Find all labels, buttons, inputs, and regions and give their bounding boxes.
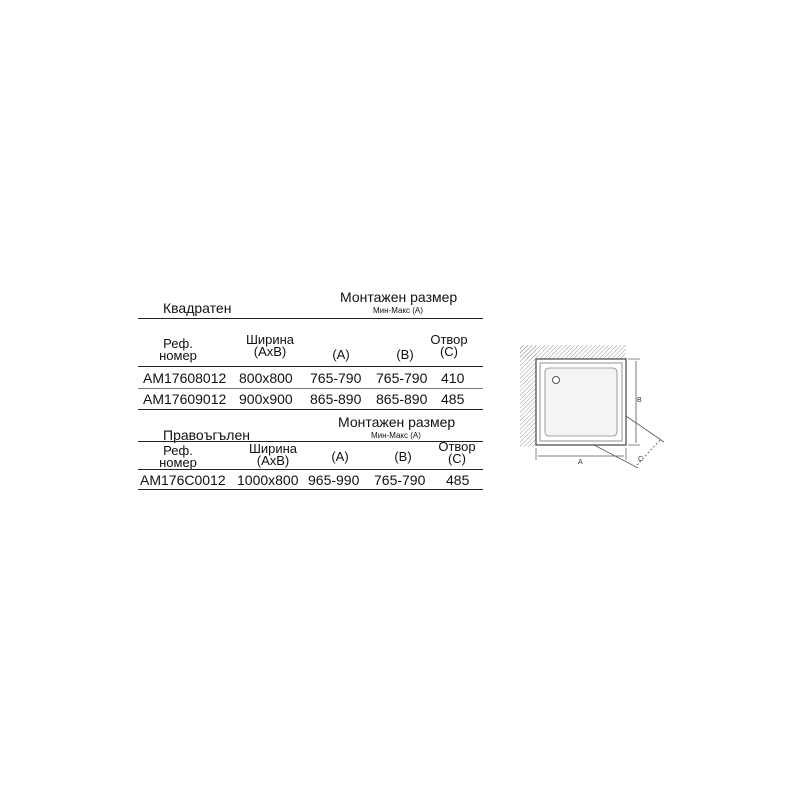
shower-tray-diagram <box>520 340 680 470</box>
table-row-square-2-b: 865-890 <box>376 391 428 407</box>
dim-a-label: A <box>578 459 583 466</box>
section-title-rect: Правоъгълен <box>163 427 250 443</box>
header-opening-rect <box>435 441 479 465</box>
table-row-square-1-b: 765-790 <box>376 370 428 386</box>
header-opening-line1: Отвор <box>430 332 468 347</box>
header-b-rect: (B) <box>394 449 412 464</box>
wall-hatch-top <box>520 345 626 359</box>
header-width-rect-line2: (AxB) <box>256 453 290 468</box>
section-title-square: Квадратен <box>163 300 232 316</box>
wall-hatch-left <box>520 345 536 447</box>
table-row-square-2-c: 485 <box>441 391 465 407</box>
header-a: (A) <box>332 347 350 362</box>
table-row-square-1-a: 765-790 <box>310 370 362 386</box>
minmax-label-rect: Мин-Макс (A) <box>371 431 421 440</box>
table-row-square-2-ref: AM17609012 <box>143 391 227 407</box>
header-width-rect-line1: Ширина <box>248 441 298 456</box>
dim-c-ext-top <box>626 416 664 442</box>
rect-header-rule <box>138 469 483 470</box>
header-opening-rect-line1: Отвор <box>438 439 476 454</box>
table-row-rect-1-c: 485 <box>446 472 470 488</box>
rect-top-rule <box>138 441 483 442</box>
header-b: (B) <box>396 347 414 362</box>
table-row-square-2-width: 900x900 <box>239 391 293 407</box>
header-opening-rect-line2: (C) <box>447 451 467 466</box>
header-a-rect: (A) <box>331 449 349 464</box>
square-row-rule <box>138 388 483 389</box>
header-width-rect <box>243 443 303 467</box>
table-row-rect-1-a: 965-990 <box>308 472 360 488</box>
dim-b-label: B <box>637 397 642 404</box>
table-row-square-1-c: 410 <box>441 370 465 386</box>
table-row-rect-1-width: 1000x800 <box>237 472 299 488</box>
header-width-line1: Ширина <box>245 332 295 347</box>
header-ref-line2: номер <box>159 348 197 363</box>
minmax-label-square: Мин-Макс (A) <box>373 306 423 315</box>
header-opening-line2: (C) <box>439 344 459 359</box>
dim-c-label: C <box>638 456 644 463</box>
header-ref <box>158 338 198 362</box>
header-ref-rect-line1: Реф. <box>163 443 193 458</box>
mount-size-label-rect: Монтажен размер <box>338 414 456 430</box>
rect-bottom-rule <box>138 489 483 490</box>
dim-c-ext-bottom <box>594 445 638 468</box>
drain-icon <box>553 377 560 384</box>
table-row-rect-1-ref: AM176C0012 <box>140 472 226 488</box>
header-ref-rect <box>158 445 198 469</box>
header-ref-line1: Реф. <box>163 336 193 351</box>
header-width <box>240 334 300 358</box>
table-row-square-1-ref: AM17608012 <box>143 370 227 386</box>
square-bottom-rule <box>138 409 483 410</box>
square-header-rule <box>138 366 483 367</box>
header-width-line2: (AxB) <box>253 344 287 359</box>
table-row-square-1-width: 800x800 <box>239 370 293 386</box>
square-top-rule <box>138 318 483 319</box>
table-row-rect-1-b: 765-790 <box>374 472 426 488</box>
mount-size-label-square: Монтажен размер <box>340 289 458 305</box>
header-ref-rect-line2: номер <box>159 455 197 470</box>
table-row-square-2-a: 865-890 <box>310 391 362 407</box>
header-opening <box>427 334 471 358</box>
